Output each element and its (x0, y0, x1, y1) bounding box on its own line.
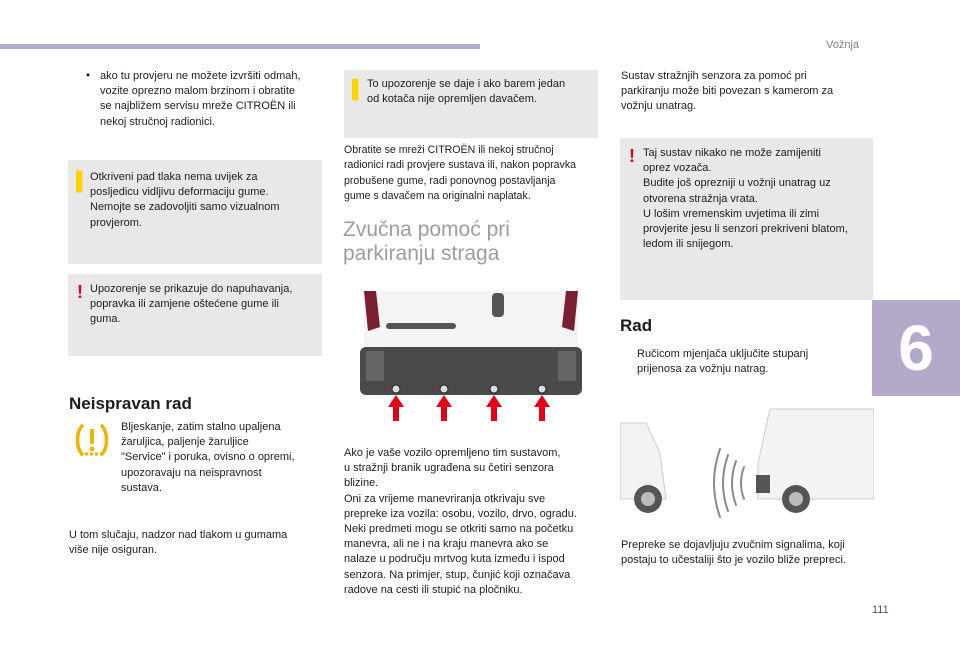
signal-paragraph: Prepreke se dojavljuju zvučnim signalima, koji postaju to učestaliji što je vozilo bliže prepreci. (621, 539, 847, 567)
info-box-2-text: To upozorenje se daje i ako barem jedan od kotača nije opremljen davačem. (367, 78, 566, 106)
bullet-text: ako tu provjeru ne možete izvršiti odmah, vozite oprezno malom brzinom i obratite se najbližem servisu mreže CITROËN ili nekoj stručnoj radionici. (100, 70, 301, 128)
warning-box (68, 274, 322, 356)
tyre-pressure-warning-icon (72, 420, 112, 460)
info-box-text: Otkriveni pad tlaka nema uvijek za posljedicu vidljivu deformaciju gume. Nemojte se zadovoljiti samo vizualnom provjerom. (90, 171, 280, 229)
heading-malfunction: Neispravan rad (69, 394, 192, 413)
info-bar-icon: ▌ (352, 79, 365, 99)
warning-box-text: Upozorenje se prikazuje do napuhavanja, popravka ili zamjene oštećene gume ili guma. (90, 283, 293, 326)
bullet-mark: • (86, 70, 91, 82)
page-title: Zvučna pomoć pri parkiranju straga (343, 218, 510, 265)
step-text: Ručicom mjenjača uključite stupanj prijenosa za vožnju natrag. (637, 348, 809, 376)
top-accent-bar (0, 44, 480, 49)
info-box (68, 160, 322, 264)
system-description: Ako je vaše vozilo opremljeno tim sustavom, u stražnji branik ugrađena su četiri senzora blizine. Oni za vrijeme manevriranja otkrivaju sve prepreke iza vozila: osobu, vozilo, drvo, ogradu. Neki predmeti mogu se otkriti samo na početku manevra, ali ne i na kraju manevra ako se nalaze u području mrtvog kuta između i ispod senzora. Na primjer, stup, čunjić koji označava radove na cesti ili stupić na pločniku. (344, 447, 577, 596)
closing-text: U tom slučaju, nadzor nad tlakom u gumama više nije osiguran. (69, 529, 288, 557)
van-obstacle-illustration (620, 403, 874, 521)
network-paragraph: Obratite se mreži CITROËN ili nekoj stručnoj radionici radi provjere sustava ili, nakon popravka probušene gume, radi ponovnog postavljanja gume s davačem na originalni naplatak. (344, 144, 577, 203)
van-rear-sensors-illustration (342, 287, 600, 427)
warning-box-2 (620, 138, 873, 300)
info-bar-icon: ▌ (76, 171, 89, 191)
section-title: Vožnja (826, 39, 860, 51)
page-number: 111 (872, 604, 889, 616)
chapter-tab: 6 (872, 300, 960, 396)
info-box-2 (344, 70, 598, 138)
heading-operation: Rad (620, 316, 653, 335)
malfunction-text: Bljeskanje, zatim stalno upaljena žaruljica, paljenje žaruljice "Service" i poruka, ovisno o opremi, upozoravaju na neispravnost sustava. (121, 421, 295, 494)
warning-box-2-text: Taj sustav nikako ne može zamijeniti oprez vozača. Budite još oprezniji u vožnji unatrag uz otvorena stražnja vrata. U lošim vremenskim uvjetima ili zimi provjerite jesu li senzori prekriveni blatom, ledom ili snijegom. (643, 147, 848, 251)
exclamation-icon: ! (629, 146, 635, 166)
exclamation-icon: ! (77, 282, 83, 302)
camera-paragraph: Sustav stražnjih senzora za pomoć pri parkiranju može biti povezan s kamerom za vožnju unatrag. (621, 70, 834, 113)
